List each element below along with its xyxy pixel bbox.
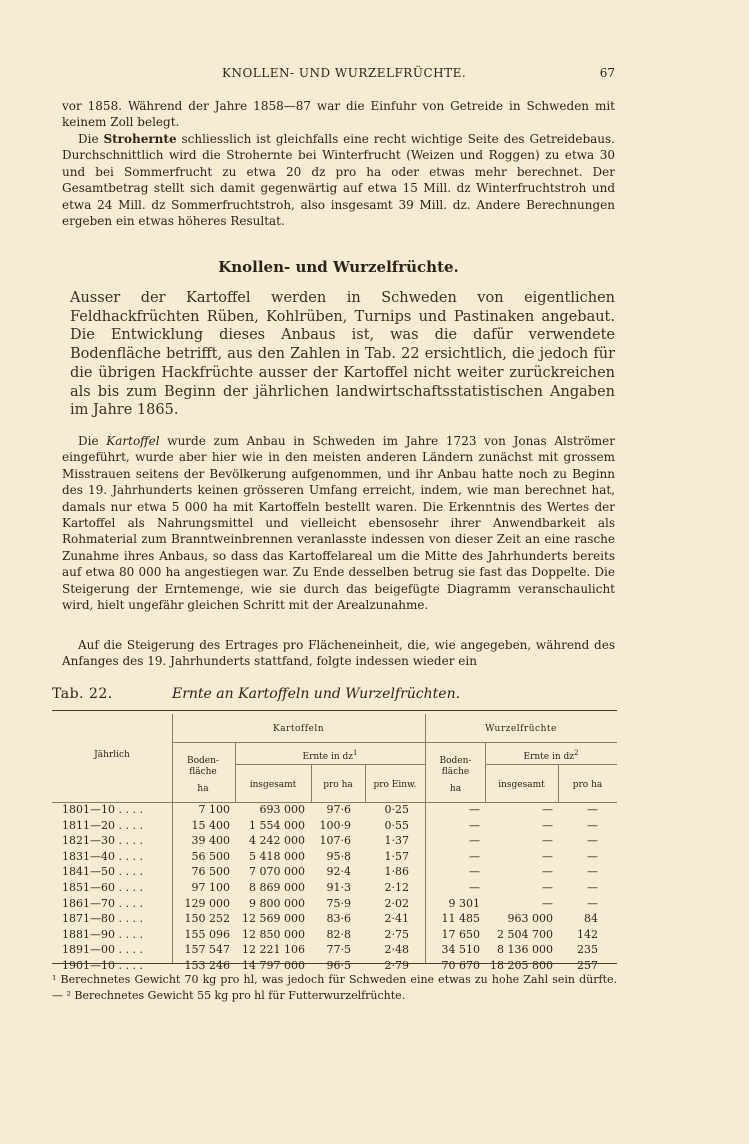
ernte-w-label: Ernte in dz — [523, 752, 575, 762]
term-kartoffel: Kartoffel — [106, 434, 160, 448]
para2-lead: Die — [78, 132, 104, 146]
col-header-ha-k: ha — [197, 784, 209, 794]
column-years: 1801—10 . . . . 1811—20 . . . . 1821—30 . . . . 1831—40 . . . . 1841—50 . . . . 1851—60 . . . . 1861—70 . . . . 1871—80 . . . . 1881—90 . . . . 1891—00 . . . . 1901—10 . . . . — [62, 803, 143, 972]
table-label: Tab. 22. — [52, 686, 113, 702]
section-title: Knollen- und Wurzelfrüchte. — [218, 258, 459, 276]
divider — [235, 764, 425, 765]
column-insg-k: 693 000 1 554 000 4 242 000 5 418 000 7 070 000 8 869 000 9 800 000 12 569 000 12 850 000 12 221 106 14 797 000 — [242, 803, 305, 972]
footnotes: ¹ Berechnetes Gewicht 70 kg pro hl, was jedoch für Schweden eine etwas zu hohe Zahl sein dürfte. — ² Berechnetes Gewicht 55 kg pro hl für Futterwurzelfrüchte. — [52, 973, 617, 1002]
col-header-year: Jährlich — [94, 750, 130, 760]
column-insg-w: — — — — — — — 963 000 2 504 700 8 136 000 18 205 800 — [490, 803, 553, 972]
paragraph-strohernte — [62, 131, 615, 229]
column-proha-k: 97·6 100·9 107·6 95·8 92·4 91·3 75·9 83·6 82·8 77·5 96·5 — [319, 803, 351, 972]
para4-lead: Die — [78, 434, 107, 448]
table-title: Ernte an Kartoffeln und Wurzelfrüchten. — [172, 686, 461, 702]
divider — [425, 714, 426, 964]
column-proha-w: — — — — — — — 84 142 235 257 — [577, 803, 598, 972]
col-header-boden-w: Boden-fläche — [439, 756, 472, 777]
table-top-rule — [52, 710, 617, 711]
col-header-proha-k: pro ha — [323, 780, 353, 790]
col-header-proeinw: pro Einw. — [373, 780, 417, 790]
paragraph-kartoffel — [62, 433, 615, 613]
column-boden-w: — — — — — — 9 301 11 485 17 650 34 510 70 670 — [441, 803, 480, 972]
fn-ref-2: 2 — [574, 749, 579, 757]
col-header-kartoffeln: Kartoffeln — [272, 724, 325, 734]
divider — [172, 714, 173, 964]
harvest-table — [52, 714, 617, 972]
para3-text: Ausser der Kartoffel werden in Schweden von eigentlichen Feldhackfrüchten Rüben, Kohlrüben, Turnips und Pastinaken angebaut. Die Entwicklung dieses Anbaus ist, was die dafür verwendete Bodenfläche betrifft, aus den Zahlen in Tab. 22 ersichtlich, die jedoch für die übrigen Hackfrüchte ausser der Kartoffel nicht weiter zurückreichen als bis zum Beginn der jährlichen landwirtschaftsstatistischen Angaben im Jahre 1865. — [70, 290, 615, 419]
col-header-wurzel: Wurzelfrüchte — [485, 724, 557, 734]
column-proeinw: 0·25 0·55 1·37 1·57 1·86 2·12 2·02 2·41 2·75 2·48 2·79 — [384, 803, 409, 972]
col-header-insg-w: insgesamt — [498, 780, 545, 790]
term-strohernte: Strohernte — [103, 132, 177, 146]
col-header-ernte-k — [235, 749, 425, 762]
col-header-boden-k: Boden-fläche — [187, 756, 219, 777]
divider — [172, 742, 617, 743]
paragraph-import: vor 1858. Während der Jahre 1858—87 war die Einfuhr von Getreide in Schweden mit keinem Zoll belegt. — [62, 99, 615, 130]
para4-text: wurde zum Anbau in Schweden im Jahre 1723 von Jonas Alströmer eingeführt, wurde aber hier wie in den meisten anderen Ländern zunächst mit grossem Misstrauen seitens der Bevölkerung aufgenommen, und ihr Anbau hatte noch zu Beginn des 19. Jahrhunderts keinen grösseren Umfang erreicht, indem, wie man berechnet hat, damals nur etwa 5 000 ha mit Kartoffeln bestellt waren. Die Erkenntnis des Wertes der Kartoffel als Nahrungsmittel und vielleicht ebensosehr ihrer Anwendbarkeit als Rohmaterial zum Branntweinbrennen veranlasste indessen von dieser Zeit an eine rasche Zunahme ihres Anbaus, so dass das Kartoffelareal um die Mitte des Jahrhunderts bereits auf etwa 80 000 ha angestiegen war. Zu Ende desselben betrug sie fast das Doppelte. Die Steigerung der Erntemenge, wie sie durch das beigefügte Diagramm veranschaulicht wird, hielt ungefähr gleichen Schritt mit der Arealzunahme. — [62, 434, 616, 613]
para5-text: Auf die Steigerung des Ertrages pro Flächeneinheit, die, wie angegeben, während des Anfanges des 19. Jahrhunderts stattfand, folgte indessen wieder ein — [62, 638, 615, 669]
col-header-insg-k: insgesamt — [249, 780, 297, 790]
para2-text: schliesslich ist gleichfalls eine recht wichtige Seite des Getreidebaus. Durchschnittlich wird die Strohernte bei Winterfrucht (Weizen und Roggen) zu etwa 30 und bei Sommerfrucht zu etwa 20 dz pro ha oder etwas mehr berechnet. Der Gesamtbetrag stellt sich damit gegenwärtig auf etwa 15 Mill. dz Winterfruchtstroh und etwa 24 Mill. dz Sommerfruchtstroh, also insgesamt 39 Mill. dz. Andere Berechnungen ergeben ein etwas höheres Resultat. — [62, 132, 615, 229]
page-number: 67 — [599, 66, 615, 80]
col-header-ernte-w — [485, 749, 617, 762]
header-title: KNOLLEN- UND WURZELFRÜCHTE. — [222, 66, 467, 80]
col-header-ha-w: ha — [449, 784, 462, 794]
fn-ref-1: 1 — [353, 749, 358, 757]
paragraph-intro — [70, 289, 615, 420]
ernte-k-label: Ernte in dz — [302, 752, 354, 762]
column-boden-k: 7 100 15 400 39 400 56 500 76 500 97 100 129 000 150 252 155 096 157 547 153 246 — [184, 803, 230, 972]
divider — [485, 764, 617, 765]
table-bottom-rule — [52, 963, 617, 964]
paragraph-ertrag — [62, 637, 615, 670]
col-header-proha-w: pro ha — [572, 780, 603, 790]
